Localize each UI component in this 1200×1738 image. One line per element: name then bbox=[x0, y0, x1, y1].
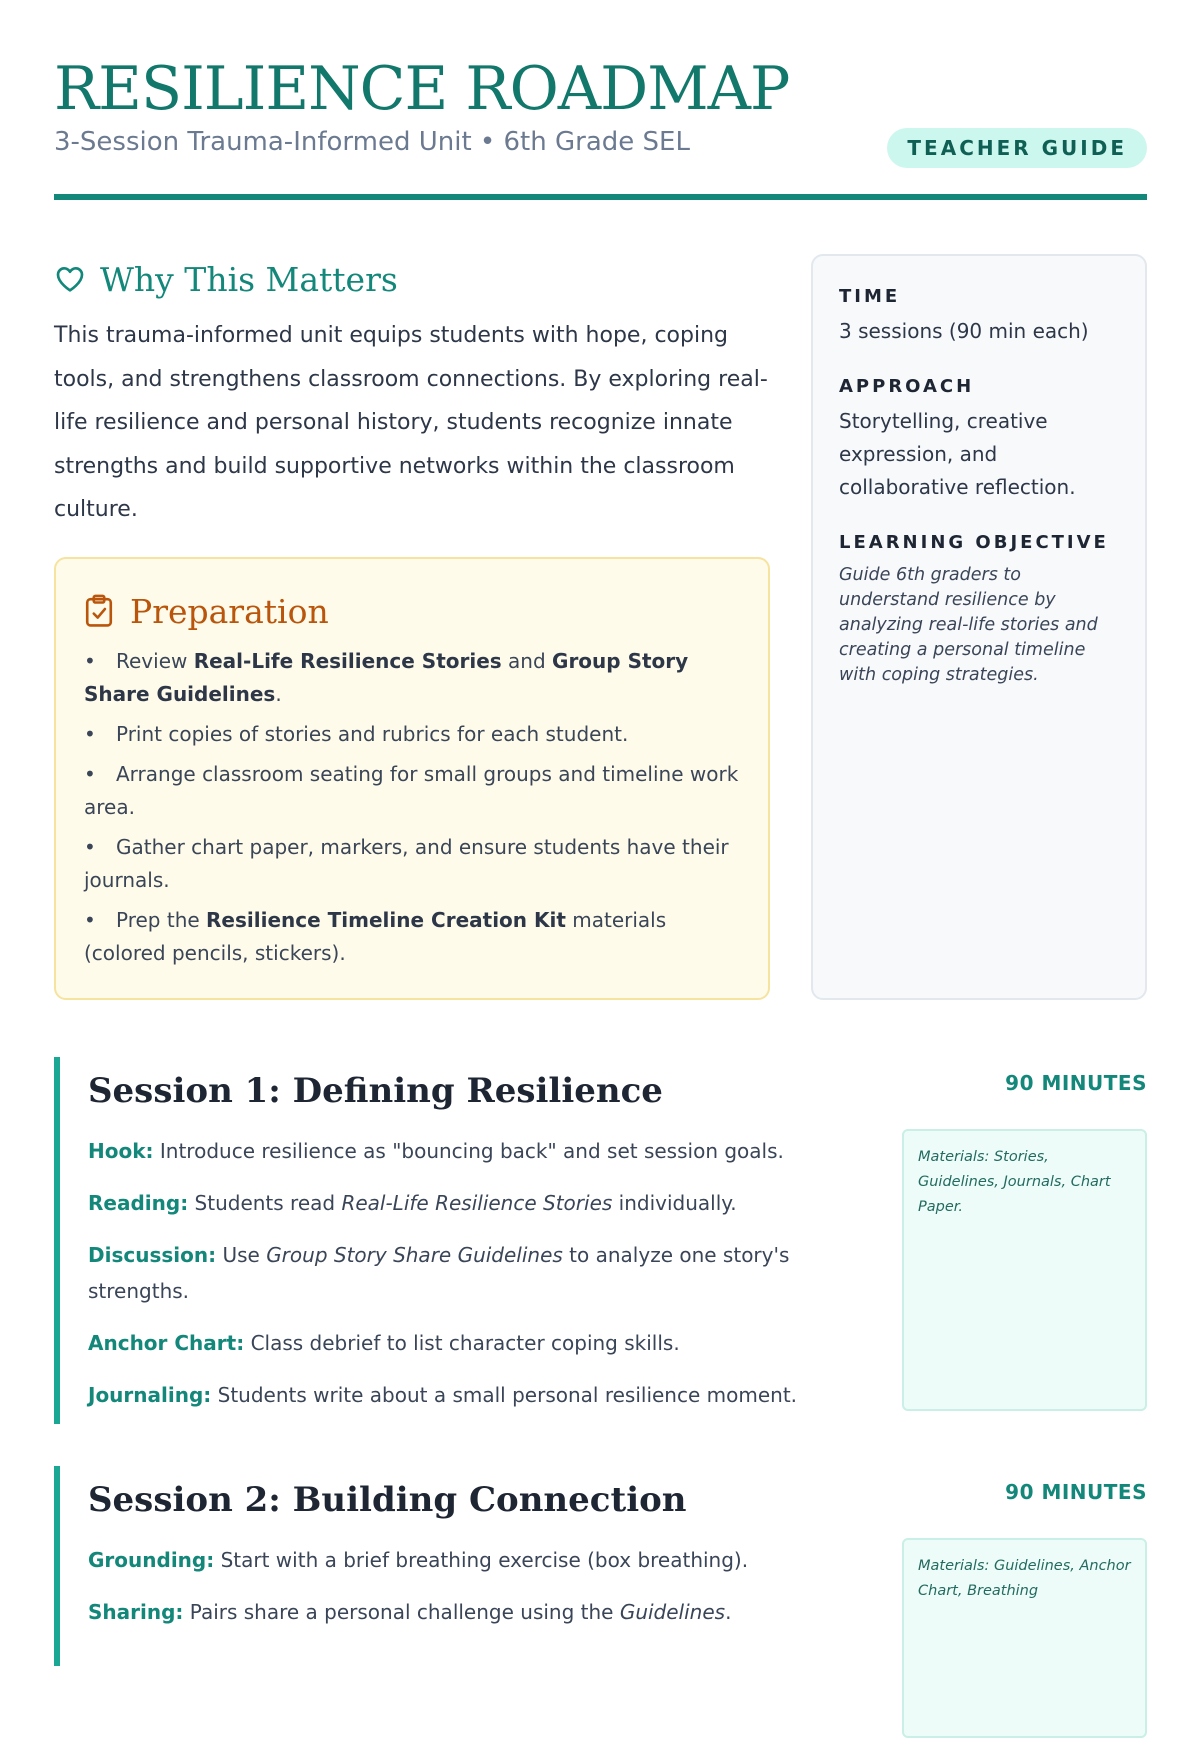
session-1 bbox=[54, 1057, 1147, 1424]
session-duration: 90 MINUTES bbox=[1005, 1480, 1147, 1504]
session-steps bbox=[88, 1542, 828, 1646]
step-grounding: Grounding: Start with a brief breathing exercise (box breathing). bbox=[88, 1548, 749, 1572]
session-duration: 90 MINUTES bbox=[1005, 1071, 1147, 1095]
approach-value: Storytelling, creative expression, and collaborative reflection. bbox=[839, 409, 1076, 499]
page-title: RESILIENCE ROADMAP bbox=[54, 54, 790, 124]
objective-label: LEARNING OBJECTIVE bbox=[839, 532, 1109, 553]
step-reading: Reading: Students read Real-Life Resilience Stories individually. bbox=[88, 1191, 737, 1215]
session-title: Session 1: Defining Resilience bbox=[88, 1071, 663, 1111]
list-item: • Prep the Resilience Timeline Creation Kit materials (colored pencils, stickers). bbox=[84, 908, 667, 965]
teacher-guide-page bbox=[54, 0, 1147, 1624]
page-subtitle: 3-Session Trauma-Informed Unit • 6th Grade SEL bbox=[54, 127, 690, 157]
teacher-guide-badge: TEACHER GUIDE bbox=[887, 128, 1147, 168]
why-body: This trauma-informed unit equips students with hope, coping tools, and strengthens classroom connections. By exploring real-life resilience and personal history, students recognize innate strengths and build supportive networks within the classroom culture. bbox=[54, 323, 768, 522]
why-title: Why This Matters bbox=[100, 259, 398, 299]
step-sharing: Sharing: Pairs share a personal challenge using the Guidelines. bbox=[88, 1600, 732, 1624]
list-item: • Arrange classroom seating for small groups and timeline work area. bbox=[84, 762, 739, 819]
clipboard-check-icon bbox=[84, 594, 114, 628]
preparation-title: Preparation bbox=[130, 591, 329, 631]
session-materials: Materials: Guidelines, Anchor Chart, Breathing bbox=[902, 1538, 1147, 1738]
approach-label: APPROACH bbox=[839, 376, 975, 397]
session-materials: Materials: Stories, Guidelines, Journals, Chart Paper. bbox=[902, 1129, 1147, 1411]
step-hook: Hook: Introduce resilience as "bouncing back" and set session goals. bbox=[88, 1139, 784, 1163]
list-item: • Print copies of stories and rubrics for each student. bbox=[84, 722, 629, 746]
unit-info-panel bbox=[811, 254, 1147, 1000]
why-section-heading bbox=[54, 258, 398, 300]
preparation-heading bbox=[84, 589, 740, 633]
time-label: TIME bbox=[839, 286, 901, 307]
heart-icon bbox=[54, 263, 86, 295]
step-anchor-chart: Anchor Chart: Class debrief to list character coping skills. bbox=[88, 1331, 680, 1355]
step-discussion: Discussion: Use Group Story Share Guidelines to analyze one story's strengths. bbox=[88, 1243, 790, 1303]
step-journaling: Journaling: Students write about a small personal resilience moment. bbox=[88, 1383, 798, 1407]
objective-value: Guide 6th graders to understand resilience by analyzing real-life stories and creating a personal timeline with coping strategies. bbox=[839, 565, 1098, 685]
list-item: • Gather chart paper, markers, and ensure students have their journals. bbox=[84, 835, 729, 892]
preparation-box bbox=[54, 557, 770, 1000]
session-title: Session 2: Building Connection bbox=[88, 1480, 687, 1520]
session-2 bbox=[54, 1466, 1147, 1666]
preparation-list bbox=[84, 645, 740, 970]
list-item: • Review Real-Life Resilience Stories and Group Story Share Guidelines. bbox=[84, 649, 689, 706]
session-steps bbox=[88, 1133, 828, 1429]
header-divider bbox=[54, 194, 1147, 200]
time-value: 3 sessions (90 min each) bbox=[839, 319, 1089, 343]
